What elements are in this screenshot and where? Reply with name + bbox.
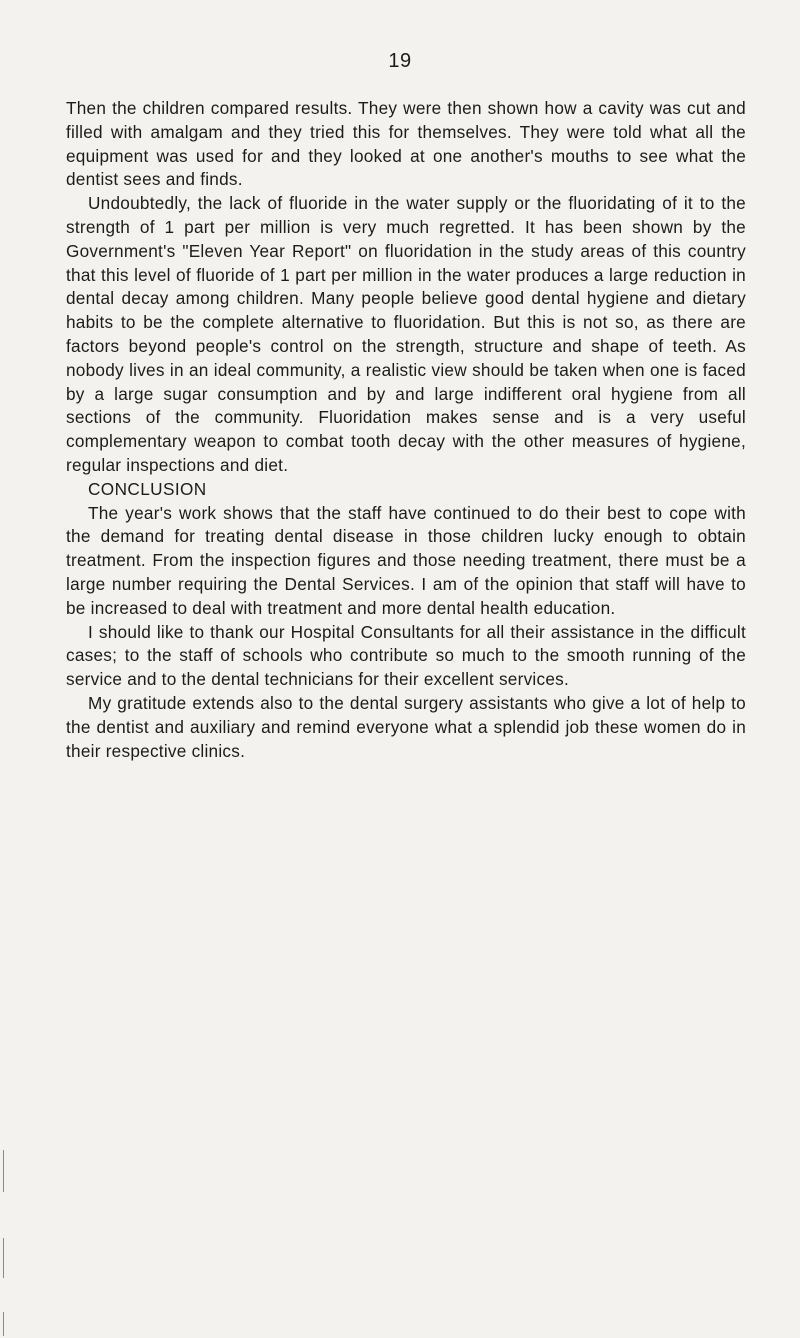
paragraph-thanks: I should like to thank our Hospital Consultants for all their assistance in the difficult cases; to the staff of schools who contribute so much to the smooth running of the service and to the dental technicians for their excellent services. xyxy=(66,621,746,690)
paragraph-years-work: The year's work shows that the staff have continued to do their best to cope with the demand for treating dental disease in those children lucky enough to obtain treatment. From the inspection figures and those needing treatment, there must be a large number requiring the Dental Services. I am of the opinion that staff will have to be increased to deal with treatment and more dental health education. xyxy=(66,502,746,618)
section-heading-conclusion: CONCLUSION xyxy=(88,478,207,499)
page-number: 19 xyxy=(388,50,412,72)
paragraph-gratitude: My gratitude extends also to the dental surgery assistants who give a lot of help to the dentist and auxiliary and remind everyone what a splendid job these women do in their respective clinics. xyxy=(66,692,746,761)
body-text xyxy=(66,97,746,763)
scan-edge-mark xyxy=(3,1238,4,1278)
scan-edge-mark xyxy=(3,1150,4,1192)
paragraph-fluoridation: Undoubtedly, the lack of fluoride in the water supply or the fluoridating of it to the strength of 1 part per million is very much regretted. It has been shown by the Government's "Eleven Year Report" on fluoridation in the study areas of this country that this level of fluoride of 1 part per million in the water produces a large reduction in dental decay among children. Many people believe good dental hygiene and dietary habits to be the complete alternative to fluoridation. But this is not so, as there are factors beyond people's control on the strength, structure and shape of teeth. As nobody lives in an ideal community, a realistic view should be taken when one is faced by a large sugar consumption and by and large indifferent oral hygiene from all sections of the community. Fluoridation makes sense and is a very useful complementary weapon to combat tooth decay with the other measures of hygiene, regular inspections and diet. xyxy=(66,193,746,475)
paragraph-dental-demonstration: Then the children compared results. They were then shown how a cavity was cut and filled with amalgam and they tried this for themselves. They were told what all the equipment was used for and they looked at one another's mouths to see what the dentist sees and finds. xyxy=(66,98,746,190)
scan-edge-mark xyxy=(3,1312,4,1336)
